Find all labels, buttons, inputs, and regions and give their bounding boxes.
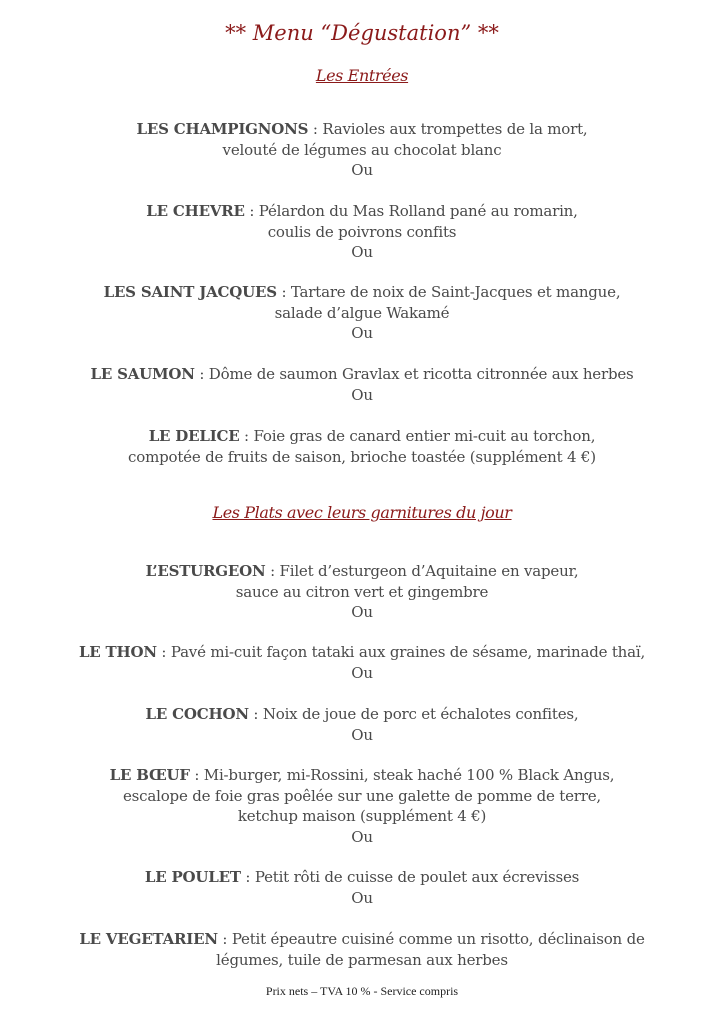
dish-saumon — [0, 364, 724, 405]
dish-name: LES SAINT JACQUES — [103, 283, 277, 301]
dish-name: L’ESTURGEON — [145, 562, 266, 580]
dish-description-line: escalope de foie gras poêlée sur une galette de pomme de terre, — [123, 786, 601, 805]
dish-name: LE THON — [78, 643, 157, 661]
dish-delice — [0, 426, 724, 467]
dish-description-line: ketchup maison (supplément 4 €) — [237, 807, 487, 825]
dish-description: : Mi-burger, mi-Rossini, steak haché 100 % Black Angus, — [189, 766, 615, 784]
dish-description: : Pélardon du Mas Rolland pané au romarin, — [244, 202, 578, 220]
or-separator: Ou — [351, 663, 373, 682]
dish-vegetarien — [0, 929, 724, 970]
dish-description: : Noix de joue de porc et échalotes confites, — [248, 705, 579, 723]
dish-thon — [0, 642, 724, 683]
dish-description-line: compotée de fruits de saison, brioche toastée (supplément 4 €) — [128, 447, 596, 466]
dish-cochon — [0, 704, 724, 745]
dish-name: LE VEGETARIEN — [79, 930, 218, 948]
dish-description: : Dôme de saumon Gravlax et ricotta citronnée aux herbes — [194, 365, 634, 383]
dish-description-line: légumes, tuile de parmesan aux herbes — [216, 950, 508, 969]
or-separator: Ou — [351, 725, 373, 744]
dish-poulet — [0, 867, 724, 908]
dish-description-line: coulis de poivrons confits — [267, 222, 457, 241]
dish-description: : Ravioles aux trompettes de la mort, — [308, 120, 588, 138]
dish-description-line: salade d’algue Wakamé — [274, 303, 450, 322]
dish-chevre — [0, 201, 724, 263]
dish-saint-jacques — [0, 282, 724, 344]
dish-name: LE COCHON — [145, 705, 249, 723]
or-separator: Ou — [351, 243, 373, 261]
dish-name: LE CHEVRE — [146, 202, 245, 220]
or-separator: Ou — [351, 827, 373, 846]
dish-description: : Foie gras de canard entier mi-cuit au torchon, — [239, 427, 596, 445]
dish-champignons — [0, 119, 724, 181]
dish-description-line: velouté de légumes au chocolat blanc — [222, 140, 502, 159]
dish-boeuf — [0, 765, 724, 847]
dish-description: : Tartare de noix de Saint-Jacques et mangue, — [276, 283, 621, 301]
entrees-heading: Les Entrées — [315, 66, 409, 85]
menu-title: ** Menu “Dégustation” ** — [225, 21, 499, 45]
dish-name: LE BŒUF — [109, 766, 190, 784]
or-separator: Ou — [351, 385, 373, 404]
plats-heading: Les Plats avec leurs garnitures du jour — [212, 503, 512, 522]
or-separator: Ou — [351, 603, 373, 621]
dish-esturgeon — [0, 561, 724, 623]
dish-description: : Petit épeautre cuisiné comme un risotto, déclinaison de — [217, 930, 645, 948]
dish-description: : Petit rôti de cuisse de poulet aux écrevisses — [240, 868, 580, 886]
dish-description-line: sauce au citron vert et gingembre — [235, 582, 489, 601]
dish-description: : Filet d’esturgeon d’Aquitaine en vapeur, — [265, 562, 579, 580]
or-separator: Ou — [351, 161, 373, 179]
dish-name: LE POULET — [144, 868, 241, 886]
or-separator: Ou — [351, 324, 373, 342]
or-separator: Ou — [351, 888, 373, 907]
dish-name: LE DELICE — [148, 427, 240, 445]
dish-name: LE SAUMON — [90, 365, 195, 383]
dish-description: : Pavé mi-cuit façon tataki aux graines de sésame, marinade thaï, — [156, 643, 646, 661]
footer-pricing-note: Prix nets – TVA 10 % - Service compris — [265, 984, 459, 998]
dish-name: LES CHAMPIGNONS — [136, 120, 309, 138]
